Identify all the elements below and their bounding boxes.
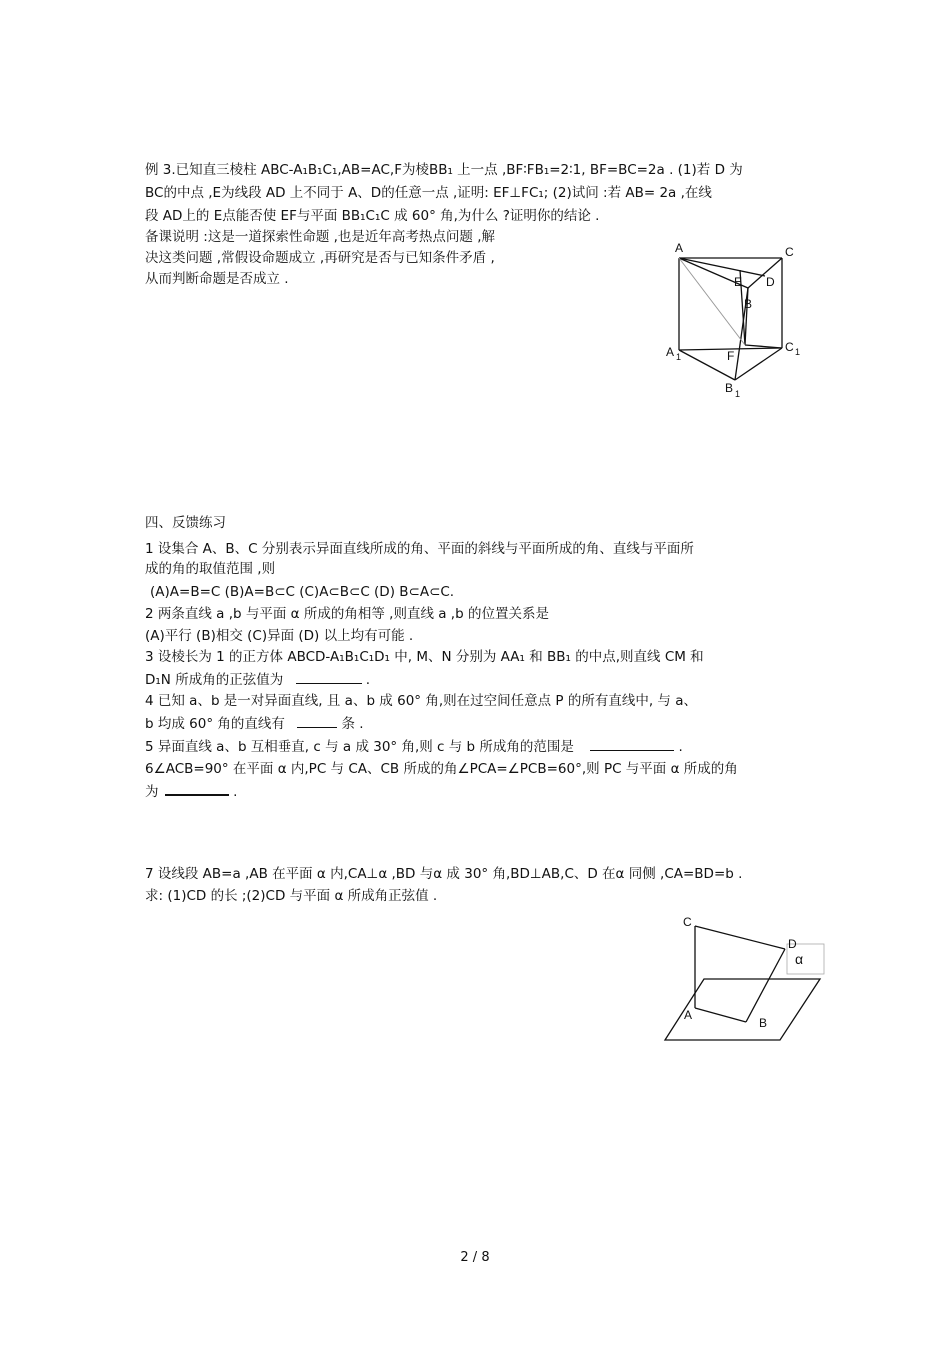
svg-text:1: 1	[735, 389, 741, 399]
q3-answer-blank[interactable]	[296, 669, 362, 684]
label-A1: A	[666, 345, 675, 359]
q6-line-1: 6∠ACB=90° 在平面 α 内,PC 与 CA、CB 所成的角∠PCA=∠PCB=60°,则 PC 与平面 α 所成的角	[145, 761, 738, 777]
label-F: F	[727, 349, 735, 363]
q7-line-1: 7 设线段 AB=a ,AB 在平面 α 内,CA⊥α ,BD 与α 成 30° 角,BD⊥AB,C、D 在α 同侧 ,CA=BD=b .	[145, 866, 743, 882]
q4-line-2: b 均成 60° 角的直线有 条 .	[145, 713, 364, 734]
label-A: A	[675, 241, 684, 255]
label-E: E	[734, 275, 743, 289]
plane-figure	[660, 910, 830, 1050]
section4-heading: 四、反馈练习	[145, 515, 226, 531]
example3-line-3: 段 AD上的 E点能否使 EF与平面 BB₁C₁C 成 60° 角,为什么 ?证明你的结论 .	[145, 208, 600, 224]
label-B1: B	[725, 381, 734, 395]
label-B: B	[759, 1016, 768, 1030]
svg-text:1: 1	[795, 347, 801, 357]
example3-note-line-2: 决这类问题 ,常假设命题成立 ,再研究是否与已知条件矛盾 ,	[145, 250, 495, 266]
q2-options: (A)平行 (B)相交 (C)异面 (D) 以上均有可能 .	[145, 628, 414, 644]
label-C1: C	[785, 340, 794, 354]
example3-note-line-1: 备课说明 :这是一道探索性命题 ,也是近年高考热点问题 ,解	[145, 229, 496, 245]
q2-line: 2 两条直线 a ,b 与平面 α 所成的角相等 ,则直线 a ,b 的位置关系是	[145, 606, 549, 622]
label-A: A	[684, 1008, 693, 1022]
q3-line-2: D₁N 所成角的正弦值为 .	[145, 669, 370, 690]
q1-options: (A)A=B=C (B)A=B⊂C (C)A⊂B⊂C (D) B⊂A⊂C.	[150, 584, 455, 600]
svg-text:1: 1	[676, 352, 682, 362]
prism-figure	[660, 235, 810, 405]
label-D: D	[766, 275, 775, 289]
q5-answer-blank[interactable]	[590, 736, 674, 751]
q5-line: 5 异面直线 a、b 互相垂直, c 与 a 成 30° 角,则 c 与 b 所成角的范围是 .	[145, 736, 683, 757]
label-C: C	[683, 915, 692, 929]
label-B: B	[744, 297, 753, 311]
example3-line-1: 例 3.已知直三棱柱 ABC-A₁B₁C₁,AB=AC,F为棱BB₁ 上一点 ,BF∶FB₁=2∶1, BF=BC=2a . (1)若 D 为	[145, 162, 743, 178]
q6-line-2: 为 .	[145, 780, 237, 802]
page-number: 2 / 8	[460, 1250, 490, 1265]
label-D: D	[788, 937, 797, 951]
label-alpha: α	[795, 951, 804, 967]
q6-answer-blank[interactable]	[165, 780, 229, 796]
q1-line-1: 1 设集合 A、B、C 分别表示异面直线所成的角、平面的斜线与平面所成的角、直线与平面所	[145, 541, 694, 557]
example3-line-2: BC的中点 ,E为线段 AD 上不同于 A、D的任意一点 ,证明: EF⊥FC₁; (2)试问 :若 AB= 2a ,在线	[145, 185, 712, 201]
q4-line-1: 4 已知 a、b 是一对异面直线, 且 a、b 成 60° 角,则在过空间任意点 P 的所有直线中, 与 a、	[145, 693, 697, 709]
example3-note-line-3: 从而判断命题是否成立 .	[145, 271, 289, 287]
q1-line-2: 成的角的取值范围 ,则	[145, 561, 276, 577]
q4-answer-blank[interactable]	[297, 713, 337, 728]
label-C: C	[785, 245, 794, 259]
q3-line-1: 3 设棱长为 1 的正方体 ABCD-A₁B₁C₁D₁ 中, M、N 分别为 AA₁ 和 BB₁ 的中点,则直线 CM 和	[145, 649, 704, 665]
q7-line-2: 求: (1)CD 的长 ;(2)CD 与平面 α 所成角正弦值 .	[145, 888, 438, 904]
